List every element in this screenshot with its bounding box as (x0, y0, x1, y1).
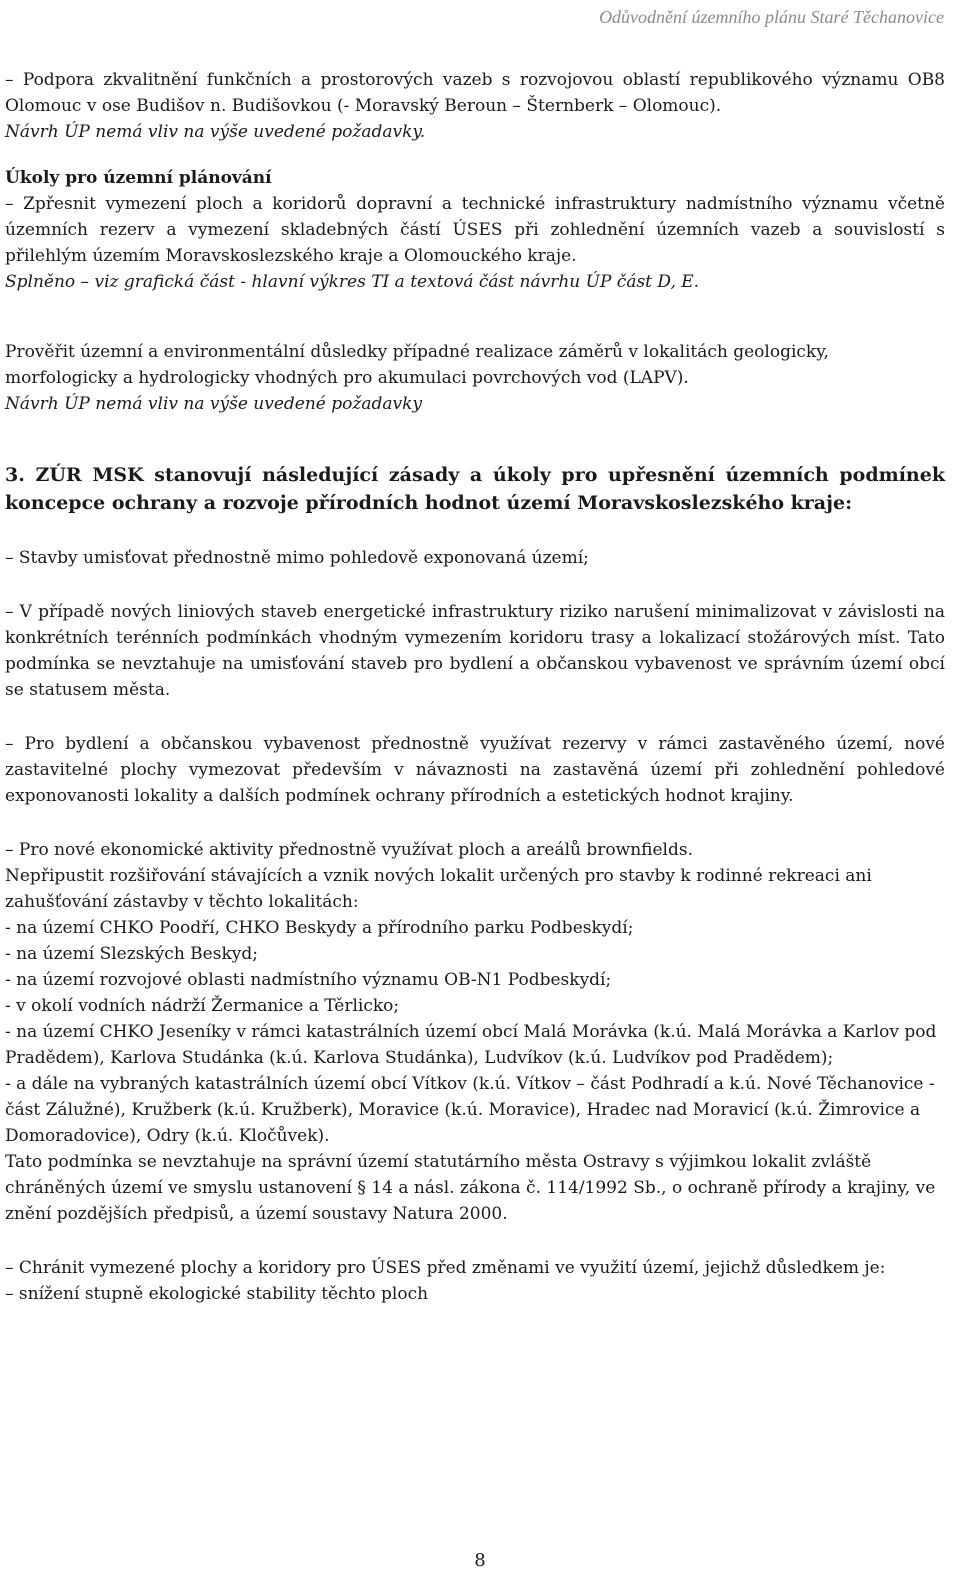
paragraph: – V případě nových liniových staveb energetické infrastruktury riziko narušení minimalizovat v závislosti na konkrétních terénních podmínkách vhodným vymezením koridoru trasy a lokalizací stožárových míst. Tato podmínka se nevztahuje na umisťování staveb pro bydlení a občanskou vybavenost ve správním území obcí se statusem města. (5, 602, 945, 700)
list-item: - na území CHKO Poodří, CHKO Beskydy a přírodního parku Podbeskydí; (5, 918, 634, 938)
paragraph: – snížení stupně ekologické stability těchto ploch (5, 1284, 429, 1304)
section-heading: Úkoly pro územní plánování (5, 168, 272, 188)
list-item: - na území CHKO Jeseníky v rámci katastrálních území obcí Malá Morávka (k.ú. Malá Morávka a Karlov pod Pradědem), Karlova Studánka (k.ú. Karlova Studánka), Ludvíkov (k.ú. Ludvíkov pod Pradědem); (5, 1022, 937, 1068)
list-item: - v okolí vodních nádrží Žermanice a Těrlicko; (5, 996, 400, 1016)
list-item: - a dále na vybraných katastrálních území obcí Vítkov (k.ú. Vítkov – část Podhradí a k.ú. Nové Těchanovice - část Zálužné), Kružberk (k.ú. Kružberk), Moravice (k.ú. Moravice), Hradec nad Moravicí (k.ú. Žimrovice a Domoradovice), Odry (k.ú. Kločůvek). (5, 1074, 935, 1146)
paragraph: – Podpora zkvalitnění funkčních a prostorových vazeb s rozvojovou oblastí republikového významu OB8 Olomouc v ose Budišov n. Budišovkou (- Moravský Beroun – Šternberk – Olomouc). (5, 70, 945, 116)
paragraph: Tato podmínka se nevztahuje na správní území statutárního města Ostravy s výjimkou lokalit zvláště chráněných území ve smyslu ustanovení § 14 a násl. zákona č. 114/1992 Sb., o ochraně přírody a krajiny, ve znění pozdějších předpisů, a území soustavy Natura 2000. (5, 1152, 936, 1224)
paragraph: Nepřipustit rozšiřování stávajících a vznik nových lokalit určených pro stavby k rodinné rekreaci ani zahušťování zástavby v těchto lokalitách: (5, 866, 872, 912)
note: Splněno – viz grafická část - hlavní výkres TI a textová část návrhu ÚP část D, E. (5, 272, 700, 292)
page-header: Odůvodnění územního plánu Staré Těchanovice (599, 7, 944, 27)
section-heading-3: 3. ZÚR MSK stanovují následující zásady a úkoly pro upřesnění územních podmínek koncepce ochrany a rozvoje přírodních hodnot území Moravskoslezského kraje: (5, 464, 945, 514)
paragraph: Prověřit územní a environmentální důsledky případné realizace záměrů v lokalitách geologicky, morfologicky a hydrologicky vhodných pro akumulaci povrchových vod (LAPV). (5, 342, 829, 388)
list-item: - na území rozvojové oblasti nadmístního významu OB-N1 Podbeskydí; (5, 970, 612, 990)
page-number: 8 (474, 1550, 486, 1571)
page-content (5, 67, 945, 1307)
paragraph: – Chránit vymezené plochy a koridory pro ÚSES před změnami ve využití území, jejichž důsledkem je: (5, 1258, 886, 1278)
list-item: - na území Slezských Beskyd; (5, 944, 258, 964)
note: Návrh ÚP nemá vliv na výše uvedené požadavky (5, 394, 423, 414)
note: Návrh ÚP nemá vliv na výše uvedené požadavky. (5, 122, 426, 142)
paragraph: – Zpřesnit vymezení ploch a koridorů dopravní a technické infrastruktury nadmístního významu včetně územních rezerv a vymezení skladebných částí ÚSES při zohlednění územních vazeb a souvislostí s přilehlým územím Moravskoslezského kraje a Olomouckého kraje. (5, 194, 945, 266)
paragraph: – Pro bydlení a občanskou vybavenost přednostně využívat rezervy v rámci zastavěného území, nové zastavitelné plochy vymezovat především v návaznosti na zastavěná území při zohlednění pohledové exponovanosti lokality a dalších podmínek ochrany přírodních a estetických hodnot krajiny. (5, 734, 945, 806)
paragraph: – Stavby umisťovat přednostně mimo pohledově exponovaná území; (5, 548, 589, 568)
paragraph: – Pro nové ekonomické aktivity přednostně využívat ploch a areálů brownfields. (5, 840, 694, 860)
